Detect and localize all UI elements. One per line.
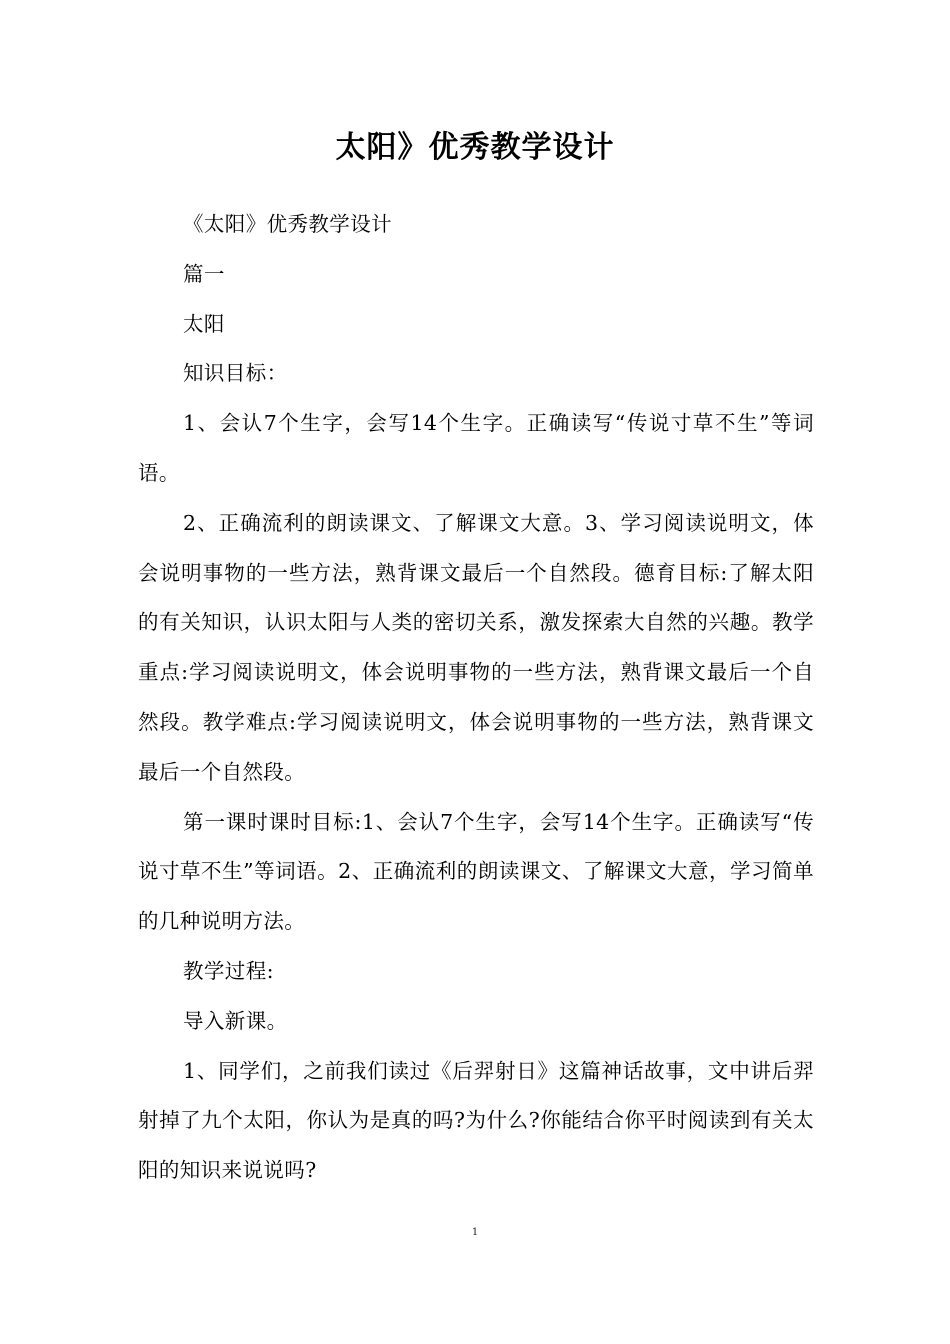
paragraph-lesson-name: 太阳 — [183, 311, 225, 336]
document-title: 太阳》优秀教学设计 — [335, 130, 615, 165]
paragraph-section-label: 篇一 — [183, 261, 225, 286]
paragraph-teaching-process-heading: 教学过程: — [183, 958, 274, 983]
paragraph-subtitle: 《太阳》优秀教学设计 — [183, 212, 392, 236]
paragraph-intro-heading: 导入新课。 — [183, 1008, 288, 1033]
document-body — [138, 200, 814, 1196]
paragraph-knowledge-goal-heading: 知识目标： — [183, 361, 288, 386]
paragraph-intro-1: 1、同学们，之前我们读过《后羿射日》这篇神话故事，文中讲后羿射掉了九个太阳，你认为是真的吗?为什么?你能结合你平时阅读到有关太阳的知识来说说吗? — [138, 1058, 814, 1183]
paragraph-first-lesson-goals: 第一课时课时目标:1、会认7个生字，会写14个生字。正确读写“传说寸草不生”等词语。2、正确流利的朗读课文、了解课文大意，学习简单的几种说明方法。 — [138, 809, 814, 934]
paragraph-goal-1: 1、会认7个生字，会写14个生字。正确读写“传说寸草不生”等词语。 — [138, 411, 814, 485]
page-number: 1 — [471, 1227, 479, 1238]
paragraph-goal-2-3: 2、正确流利的朗读课文、了解课文大意。3、学习阅读说明文，体会说明事物的一些方法，熟背课文最后一个自然段。德育目标:了解太阳的有关知识，认识太阳与人类的密切关系，激发探索大自然的兴趣。教学重点:学习阅读说明文，体会说明事物的一些方法，熟背课文最后一个自然段。教学难点:学习阅读说明文，体会说明事物的一些方法，熟背课文最后一个自然段。 — [138, 510, 814, 784]
